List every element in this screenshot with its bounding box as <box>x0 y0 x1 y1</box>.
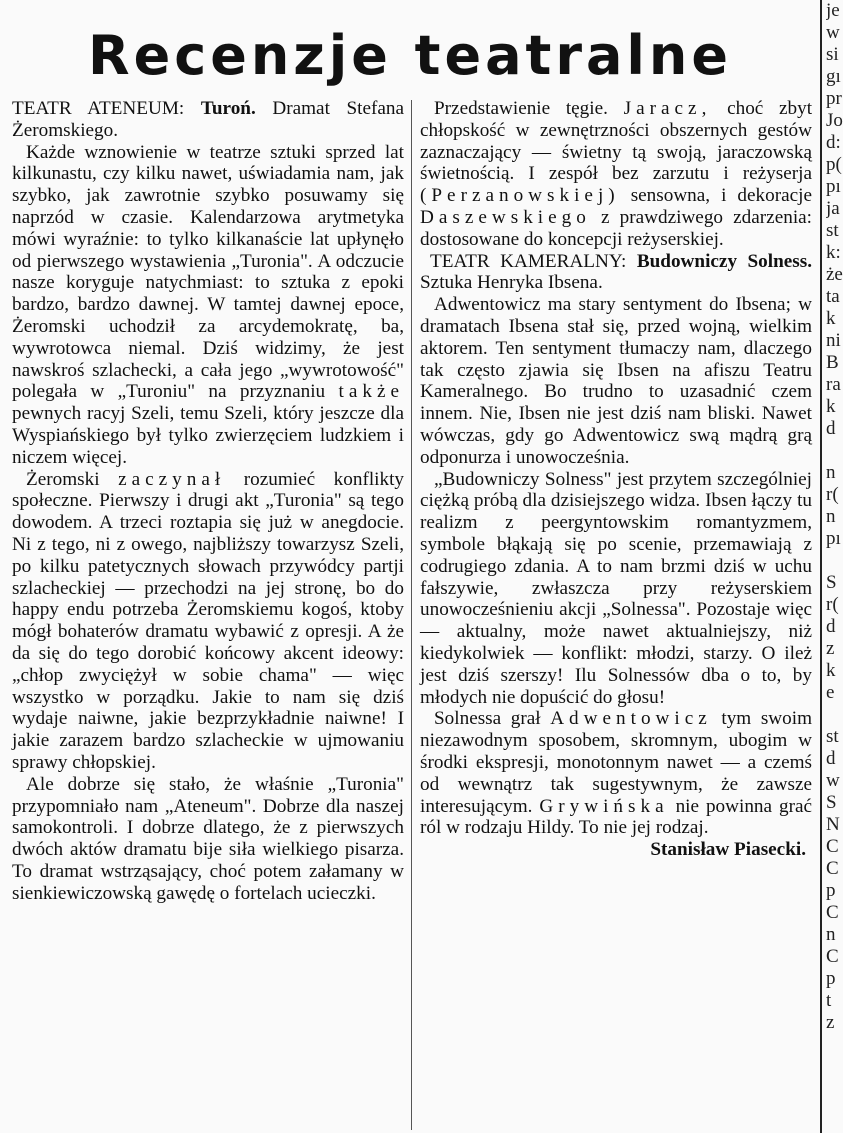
edge-fragment: k <box>826 660 836 681</box>
edge-fragment: C <box>826 836 839 857</box>
review1-paragraph-3: Ale dobrze się stało, że właśnie „Turonia" przypomniało nam „Ateneum". Dobrze dla naszej samokontroli. I dobrze dlatego, że z pierwszych dwóch aktów dramatu bije siła wielkiego pisarza. To dramat wstrząsający, choć potem załamany w sienkiewiczowską gawędę o fortelach ucieczki. <box>12 773 404 904</box>
edge-fragment <box>826 550 843 572</box>
edge-fragment: k: <box>826 242 841 263</box>
edge-fragment: je <box>826 0 840 21</box>
page-title: Recenzje teatralne <box>88 24 732 87</box>
edge-fragment: e <box>826 682 835 703</box>
edge-fragment: st <box>826 726 839 747</box>
edge-fragment: r( <box>826 594 839 615</box>
edge-fragment: C <box>826 902 839 923</box>
edge-fragment <box>826 704 843 726</box>
edge-fragment: ni <box>826 330 841 351</box>
edge-fragment: d <box>826 748 836 769</box>
edge-fragment: k <box>826 396 836 417</box>
edge-fragment: ta <box>826 286 840 307</box>
review2-title: Budowniczy Solness. <box>636 250 813 272</box>
edge-fragment: r( <box>826 484 839 505</box>
review1-title: Turoń. <box>200 98 256 119</box>
edge-fragment: ra <box>826 374 841 395</box>
edge-fragment: p <box>826 968 836 989</box>
edge-fragment: N <box>826 814 840 835</box>
review1-header <box>12 98 404 142</box>
edge-fragment: pı <box>826 528 841 549</box>
column-right <box>420 98 812 861</box>
edge-fragment: w <box>826 770 840 791</box>
edge-fragment: p( <box>826 154 842 175</box>
edge-fragment: C <box>826 858 839 879</box>
column-left <box>12 98 404 904</box>
edge-fragment <box>826 440 843 462</box>
edge-fragment: pr <box>826 88 842 109</box>
edge-fragment: S <box>826 792 837 813</box>
review2-header <box>420 251 812 295</box>
review1-paragraph-4: Przedstawienie tęgie. Jaracz, choć zbyt chłopskość w zewnętrzności obszernych gestów zaznaczający — świetny tą swoją, jaraczowską świetnością. I zespół bez zarzutu i reżyserja (Perzanowskiej) sensowna, i dekoracje Daszewskiego z prawdziwego zdarzenia: dostosowane do koncepcji reżyserskiej. <box>420 98 813 250</box>
review2-paragraph-1: Adwentowicz ma stary sentyment do Ibsena; w dramatach Ibsena stał się, przed wojną, wielkim aktorem. Ten sentyment tłumaczy nam, dlaczego tak często zjawia się Ibsen na afiszu Teatru Kameralnego. Bo trudno to uzasadnić czem innem. Nie, Ibsen nie jest dziś nam bliski. Nawet wówczas, gdy go Adwentowicz swą mądrą grą odponurza i unowocześnia. <box>420 294 812 468</box>
review1-theatre: TEATR ATENEUM: <box>12 98 185 119</box>
review2-subtitle: Sztuka Henryka Ibsena. <box>420 272 603 294</box>
adjacent-column-fragment <box>826 0 843 1034</box>
edge-fragment: że <box>826 264 843 285</box>
edge-fragment: st <box>826 220 839 241</box>
edge-fragment: n <box>826 462 836 483</box>
edge-fragment: d: <box>826 132 841 153</box>
edge-fragment: si <box>826 44 839 65</box>
review1-paragraph-2: Żeromski zaczynał rozumieć konflikty społeczne. Pierwszy i drugi akt „Turonia" są tego dowodem. A trzeci roztapia się już w anegdocie. Ni z tego, ni z owego, najbliższy towarzysz Szeli, po kilku patetycznych słowach przywódcy partji szlacheckiej — przechodzi na jej stronę, bo do happy endu potrzeba Żeromskiemu kogoś, ktoby mógł bohaterów dramatu wybawić z opresji. A że da się do tego dorobić końcowy akcent ideowy: „chłop zwyciężył w sobie chama" — więc wszystko w porządku. Jakie to nam się dziś wydaje naiwne, jakie bezprzykładnie naiwne! I jakie zarazem bardzo szlacheckie w ujmowaniu sprawy chłopskiej. <box>12 468 405 773</box>
edge-fragment: ja <box>826 198 840 219</box>
edge-fragment: d <box>826 616 836 637</box>
column-divider <box>411 100 412 1130</box>
edge-fragment: Jo <box>826 110 843 131</box>
edge-fragment: n <box>826 924 836 945</box>
edge-fragment: pı <box>826 176 841 197</box>
right-column-rule <box>820 0 822 1133</box>
edge-fragment: gı <box>826 66 841 87</box>
review1-subtitle: Dramat Stefana Żeromskiego. <box>12 98 405 141</box>
edge-fragment: z <box>826 1012 835 1033</box>
edge-fragment: t <box>826 990 832 1011</box>
edge-fragment: d <box>826 418 836 439</box>
edge-fragment: B <box>826 352 839 373</box>
review2-paragraph-2: „Budowniczy Solness" jest przytem szczególniej ciężką próbą dla dzisiejszego widza. Ibsen łączy tu realizm z peergyntowskim romantyzmem, symbole błąkają się po scenie, przemawiają z codrugiego zdania. A to nam brzmi dziś w uchu fałszywie, zwłaszcza przy reżyserskiem unowocześnieniu akcji „Solnessa". Pozostaje więc — aktualny, może nawet aktualniejszy, niż kiedykolwiek — konflikt: młodzi, starzy. O ileż jest dziś szerszy! Ilu Solnessów dba o to, by młodych nie dopuścić do głosu! <box>420 468 812 708</box>
edge-fragment: w <box>826 22 840 43</box>
review2-paragraph-3: Solnessa grał Adwentowicz tym swoim niezawodnym sposobem, skromnym, ubogim w środki ekspresji, monotonnym nawet — a czemś od wewnątrz tak sugestywnym, że zawsze interesującym. Grywińska nie powinna grać ról w rodzaju Hildy. To nie jej rodzaj. <box>420 708 813 839</box>
signature: Stanisław Piasecki. <box>650 839 806 861</box>
edge-fragment: k <box>826 308 836 329</box>
edge-fragment: S <box>826 572 837 593</box>
edge-fragment: z <box>826 638 835 659</box>
edge-fragment: n <box>826 506 836 527</box>
review2-theatre: TEATR KAMERALNY: <box>430 250 627 272</box>
edge-fragment: C <box>826 946 839 967</box>
edge-fragment: p <box>826 880 836 901</box>
review1-paragraph-1: Każde wznowienie w teatrze sztuki sprzed lat kilkunastu, czy kilku nawet, uświadamia nam, jak szybko, jak zawrotnie szybko posuwamy się naprzód w czasie. Kalendarzowa arytmetyka mówi wyraźnie: to tylko kilkanaście lat upłynęło od pierwszego wystawienia „Turonia". A odczucie nasze koryguje natychmiast: to sztuka z epoki bardzo, bardzo dawnej. W tamtej dawnej epoce, Żeromski uchodził za arcydemokratę, ba, wywrotowca niemal. Dziś widzimy, że jest nawskroś szlachecki, a cała jego „wywrotowość" polegała w „Turoniu" na przyznaniu także pewnych racyj Szeli, temu Szeli, który jeszcze dla Wyspiańskiego był tylko zwierzęciem ludzkiem i niczem więcej. <box>12 141 405 468</box>
